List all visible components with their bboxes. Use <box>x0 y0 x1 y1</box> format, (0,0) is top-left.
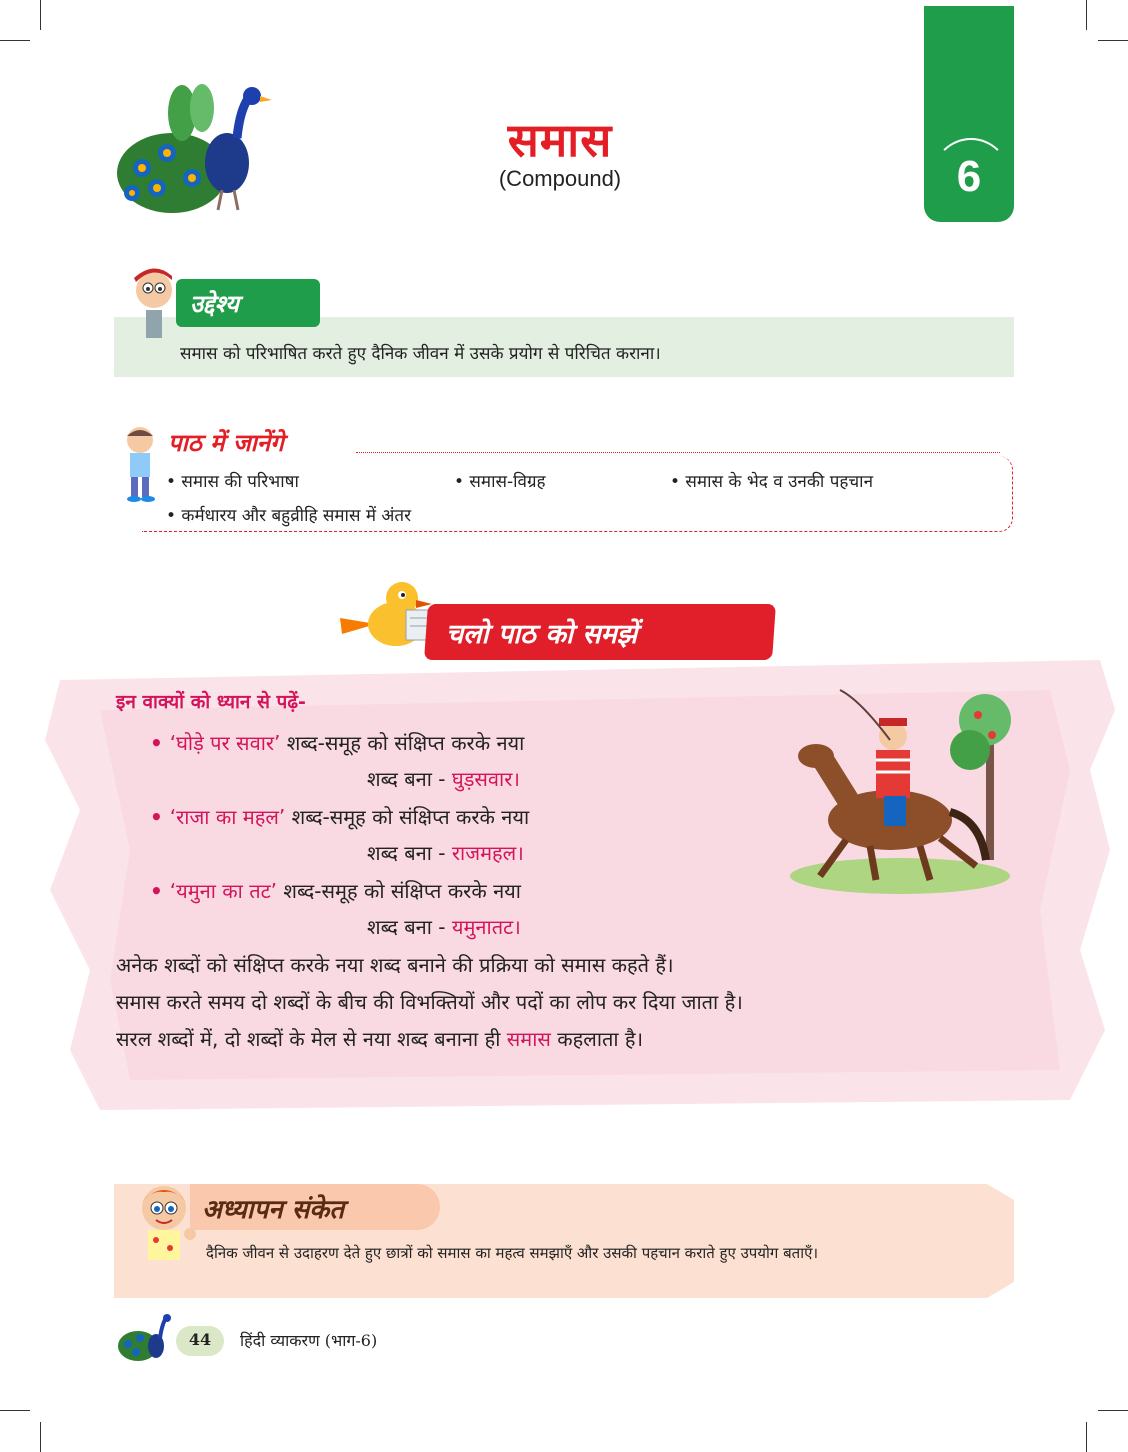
crop-mark <box>40 1422 41 1452</box>
example-item <box>150 729 524 756</box>
chapter-number: 6 <box>956 152 982 201</box>
learn-heading: पाठ में जानेंगे <box>168 429 284 457</box>
example-result-prefix: शब्द बना - <box>367 841 452 865</box>
example-result-line <box>367 913 521 940</box>
definition-text: कहलाता है। <box>550 1027 644 1051</box>
lesson-intro: इन वाक्यों को ध्यान से पढ़ें- <box>116 691 306 713</box>
example-result: राजमहल। <box>451 841 524 865</box>
example-item <box>150 803 529 830</box>
lesson-banner-text: चलो पाठ को समझें <box>446 619 638 650</box>
crop-mark <box>40 0 41 30</box>
example-phrase: ‘घोड़े पर सवार’ <box>169 731 281 755</box>
example-phrase: ‘राजा का महल’ <box>169 805 286 829</box>
example-text: शब्द-समूह को संक्षिप्त करके नया <box>286 731 525 755</box>
definition-text: सरल शब्दों में, दो शब्दों के मेल से नया शब्द बनाना ही <box>116 1027 507 1051</box>
teaching-heading: अध्यापन संकेत <box>202 1195 345 1225</box>
boy-mascot-illustration <box>130 1178 200 1262</box>
definition-line: समास करते समय दो शब्दों के बीच की विभक्तियों और पदों का लोप कर दिया जाता है। <box>116 990 743 1014</box>
boy-mascot-illustration <box>126 264 186 340</box>
crop-mark <box>0 1410 30 1411</box>
learn-heading-underline <box>356 452 1000 453</box>
learn-topic-item: • समास के भेद व उनकी पहचान <box>670 472 874 492</box>
crop-mark <box>1086 0 1087 30</box>
chapter-subtitle: (Compound) <box>498 166 622 191</box>
learn-topic-item: • समास-विग्रह <box>454 472 546 492</box>
learn-topic-item: • कर्मधारय और बहुव्रीहि समास में अंतर <box>166 506 412 526</box>
peacock-footer-icon <box>116 1312 176 1364</box>
objective-text: समास को परिभाषित करते हुए दैनिक जीवन में उसके प्रयोग से परिचित कराना। <box>180 344 661 364</box>
example-text: शब्द-समूह को संक्षिप्त करके नया <box>291 805 530 829</box>
objective-heading-label <box>176 279 320 327</box>
definition-highlight: समास <box>506 1027 551 1051</box>
example-result-prefix: शब्द बना - <box>367 915 452 939</box>
example-text: शब्द-समूह को संक्षिप्त करके नया <box>283 879 521 903</box>
horse-rider-illustration <box>780 680 1012 898</box>
bullet-icon: • <box>150 731 170 755</box>
teaching-text: दैनिक जीवन से उदाहरण देते हुए छात्रों को समास का महत्व समझाएँ और उसकी पहचान कराते हुए उपयोग बताएँ। <box>206 1244 819 1262</box>
peacock-illustration <box>112 78 282 218</box>
page-number: 44 <box>188 1330 212 1349</box>
bullet-icon: • <box>150 879 170 903</box>
definition-line: अनेक शब्दों को संक्षिप्त करके नया शब्द बनाने की प्रक्रिया को समास कहते हैं। <box>116 953 674 977</box>
definition-line <box>116 1025 643 1052</box>
example-result: घुड़सवार। <box>451 767 520 791</box>
footer-book-title: हिंदी व्याकरण (भाग-6) <box>240 1331 378 1350</box>
chapter-tab <box>924 6 1014 222</box>
crop-mark <box>0 40 30 41</box>
objective-heading: उद्देश्य <box>190 290 239 318</box>
example-result-line <box>367 765 520 792</box>
example-result: यमुनातट। <box>451 915 521 939</box>
example-phrase: ‘यमुना का तट’ <box>169 879 278 903</box>
example-result-line <box>367 839 524 866</box>
example-result-prefix: शब्द बना - <box>367 767 452 791</box>
learn-topic-item: • समास की परिभाषा <box>166 472 299 492</box>
example-item <box>150 877 521 904</box>
chapter-title: समास <box>507 113 613 167</box>
crop-mark <box>1098 1410 1128 1411</box>
bullet-icon: • <box>150 805 170 829</box>
crop-mark <box>1086 1422 1087 1452</box>
crop-mark <box>1098 40 1128 41</box>
